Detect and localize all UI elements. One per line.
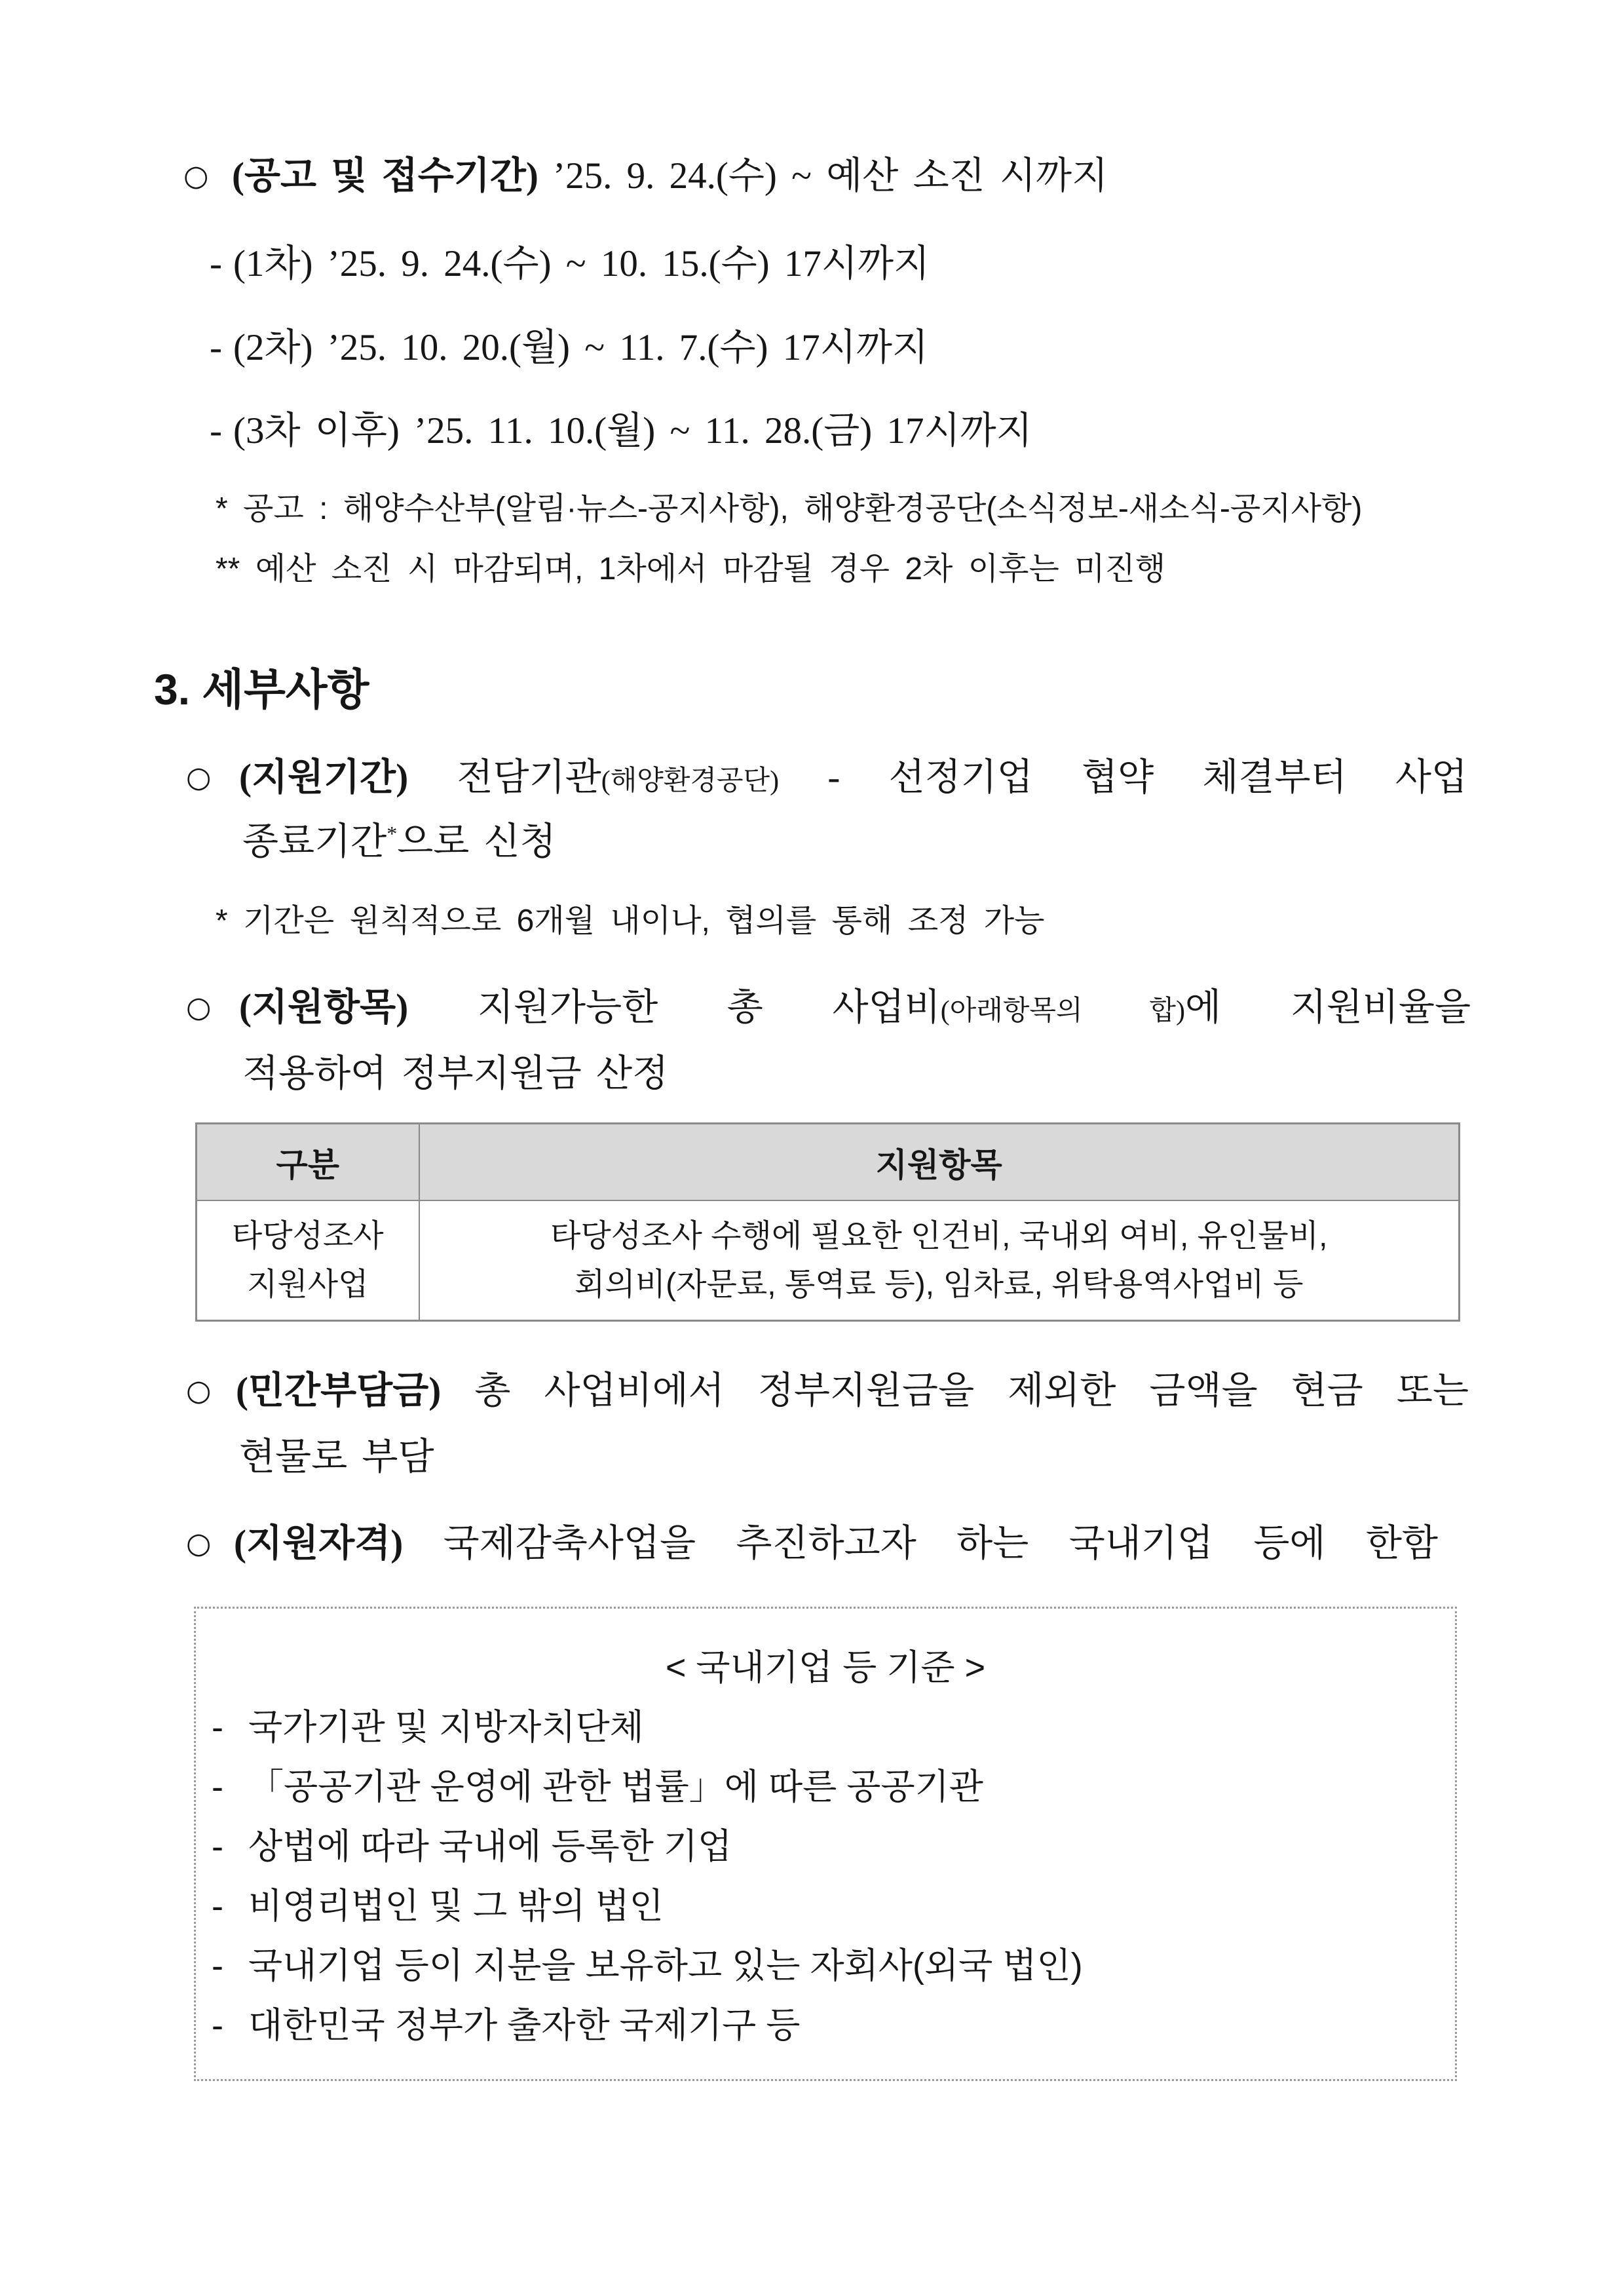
schedule-line (232, 150, 1108, 202)
round-marker: - (210, 327, 222, 368)
period-note: * 기간은 원칙적으로 6개월 내이나, 협의를 통해 조정 가능 (216, 904, 1045, 938)
period-text-2a: 종료기간 (242, 821, 387, 862)
list-item-text: 비영리법인 및 그 밖의 법인 (248, 1886, 664, 1926)
list-item (212, 1877, 1455, 1936)
list-item-text: 대한민국 정부가 출자한 국제기구 등 (248, 2006, 801, 2045)
list-item-text: 국가기관 및 지방자치단체 (248, 1708, 644, 1747)
list-marker: - (212, 2006, 223, 2045)
period-text-1: - 선정기업 협약 체결부터 사업 (827, 757, 1467, 798)
period-line-2 (242, 816, 556, 868)
items-line-1 (239, 982, 1471, 1034)
period-agency-name: (해양환경공단) (601, 766, 780, 796)
list-item (212, 1996, 1455, 2056)
list-marker: - (212, 1708, 223, 1747)
items-label: (지원항목) (239, 987, 409, 1028)
eligibility-line (234, 1518, 1438, 1570)
support-items-table (195, 1122, 1460, 1322)
list-item (212, 1817, 1455, 1877)
list-marker: - (212, 1946, 223, 1985)
table-cell-detail (419, 1200, 1460, 1321)
period-label: (지원기간) (239, 757, 409, 798)
bullet-circle-icon: ○ (183, 159, 209, 193)
private-share-text-1: 총 사업비에서 정부지원금을 제외한 금액을 현금 또는 (474, 1370, 1469, 1411)
list-item-text: 「공공기관 운영에 관한 법률」에 따른 공공기관 (248, 1767, 983, 1807)
schedule-label: (공고 및 접수기간) (232, 155, 538, 197)
cell-line: 타당성조사 수행에 필요한 인건비, 국내외 여비, 유인물비, (550, 1218, 1328, 1253)
list-item (212, 1936, 1455, 1996)
private-share-line-1 (236, 1365, 1469, 1417)
bullet-circle-icon: ○ (186, 761, 212, 794)
private-share-label: (민간부담금) (236, 1370, 442, 1411)
bullet-circle-icon: ○ (186, 1527, 212, 1560)
eligibility-label: (지원자격) (234, 1523, 404, 1564)
items-text-1a: 지원가능한 총 사업비 (477, 987, 941, 1028)
cell-line: 타당성조사 (231, 1218, 384, 1253)
schedule-text: ’25. 9. 24.(수) ~ 예산 소진 시까지 (553, 155, 1108, 197)
items-text-1b: 에 지원비율을 (1185, 987, 1471, 1028)
schedule-note-announcement: * 공고 : 해양수산부(알림·뉴스-공지사항), 해양환경공단(소식정보-새소식-공지사항) (216, 491, 1363, 526)
period-agency: 전담기관 (457, 757, 601, 798)
round-1-text: (1차) ’25. 9. 24.(수) ~ 10. 15.(수) 17시까지 (233, 243, 930, 284)
cell-line: 지원사업 (247, 1267, 369, 1302)
round-2-text: (2차) ’25. 10. 20.(월) ~ 11. 7.(수) 17시까지 (233, 327, 928, 368)
list-marker: - (212, 1886, 223, 1926)
table-header-items: 지원항목 (419, 1124, 1460, 1201)
table-row (197, 1200, 1460, 1321)
list-item-text: 국내기업 등이 지분을 보유하고 있는 자회사(외국 법인) (248, 1946, 1083, 1985)
list-item (212, 1698, 1455, 1757)
table-header-category: 구분 (197, 1124, 419, 1201)
criteria-box (194, 1607, 1457, 2081)
schedule-note-budget: ** 예산 소진 시 마감되며, 1차에서 마감될 경우 2차 이후는 미진행 (216, 552, 1166, 586)
eligibility-text: 국제감축사업을 추진하고자 하는 국내기업 등에 한함 (443, 1523, 1438, 1564)
period-footnote-mark: * (387, 822, 398, 845)
table-cell-category (197, 1200, 419, 1321)
section-title: 3. 세부사항 (154, 665, 369, 714)
list-item-text: 상법에 따라 국내에 등록한 기업 (248, 1827, 732, 1866)
criteria-title: < 국내기업 등 기준 > (665, 1648, 986, 1687)
items-line-2: 적용하여 정부지원금 산정 (242, 1053, 669, 1094)
period-text-2b: 으로 신청 (397, 821, 556, 862)
bullet-circle-icon: ○ (186, 991, 212, 1024)
cell-line: 회의비(자문료, 통역료 등), 임차료, 위탁용역사업비 등 (575, 1267, 1304, 1302)
round-marker: - (210, 243, 222, 284)
bullet-circle-icon: ○ (186, 1374, 212, 1407)
round-3-text: (3차 이후) ’25. 11. 10.(월) ~ 11. 28.(금) 17시까지 (233, 410, 1032, 451)
list-marker: - (212, 1827, 223, 1866)
items-text-1-paren: (아래항목의 합) (940, 996, 1185, 1026)
list-item (212, 1757, 1455, 1817)
list-marker: - (212, 1767, 223, 1807)
round-marker: - (210, 410, 222, 451)
period-line-1 (239, 752, 1467, 804)
private-share-line-2: 현물로 부담 (239, 1436, 434, 1478)
table-header-row (197, 1124, 1460, 1201)
